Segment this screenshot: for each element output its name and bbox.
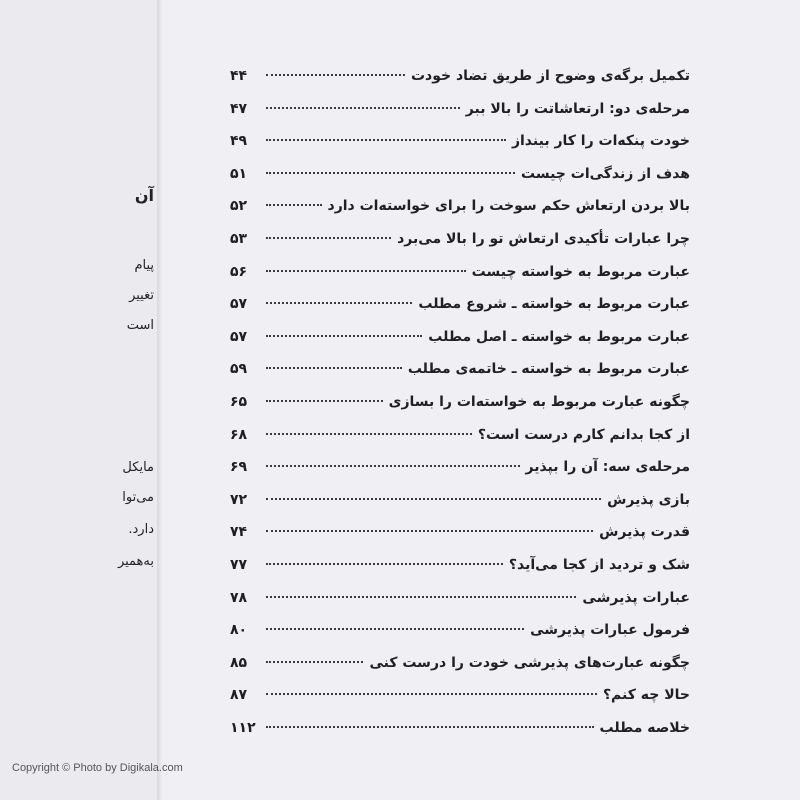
toc-entry-page: ۵۳ <box>230 230 248 247</box>
toc-dot-leader <box>266 367 402 369</box>
toc-dot-leader <box>266 693 597 695</box>
toc-entry <box>230 386 690 419</box>
toc-entry-page: ۶۵ <box>230 393 248 410</box>
toc-entry-page: ۸۷ <box>230 687 248 704</box>
toc-entry <box>230 679 690 712</box>
toc-dot-leader <box>266 270 466 272</box>
left-page-heading: آن <box>134 186 154 205</box>
toc-entry-title: فرمول عبارات پذیرشی <box>530 622 690 639</box>
toc-entry-page: ۵۷ <box>230 296 248 313</box>
toc-dot-leader <box>266 661 363 663</box>
toc-entry-page: ۷۲ <box>230 491 248 508</box>
left-page-line: تغییر <box>129 288 154 303</box>
toc-dot-leader <box>266 530 593 532</box>
toc-entry-page: ۵۱ <box>230 165 248 182</box>
toc-entry-page: ۸۰ <box>230 622 248 639</box>
toc-entry <box>230 60 690 93</box>
toc-entry-title: هدف از زندگی‌ات چیست <box>521 165 690 182</box>
toc-entry-page: ۵۶ <box>230 263 248 280</box>
toc-entry <box>230 93 690 126</box>
toc-entry-page: ۵۹ <box>230 361 248 378</box>
toc-dot-leader <box>266 400 383 402</box>
toc-dot-leader <box>266 465 520 467</box>
toc-entry <box>230 353 690 386</box>
toc-dot-leader <box>266 74 405 76</box>
left-page-line: پیام <box>134 258 154 273</box>
toc-entry <box>230 647 690 680</box>
toc-entry-title: حالا چه کنم؟ <box>602 687 690 704</box>
toc-entry-page: ۷۴ <box>230 524 248 541</box>
toc-entry-title: خلاصه مطلب <box>599 719 690 736</box>
left-page-line: دارد. <box>128 522 154 537</box>
toc-entry-page: ۷۷ <box>230 556 248 573</box>
toc-dot-leader <box>266 237 391 239</box>
left-page-line: به‌همیر <box>117 554 154 569</box>
toc-entry <box>230 549 690 582</box>
left-page-line: می‌توا <box>122 490 154 505</box>
toc-entry-title: قدرت پذیرش <box>599 524 690 541</box>
toc-dot-leader <box>266 335 422 337</box>
toc-entry-title: مرحله‌ی سه: آن را بپذیر <box>525 459 690 476</box>
toc-entry-page: ۷۸ <box>230 589 248 606</box>
toc-entry-page: ۴۴ <box>230 68 248 84</box>
toc-dot-leader <box>266 498 601 500</box>
toc-entry <box>230 190 690 223</box>
toc-entry <box>230 484 690 517</box>
toc-entry-page: ۵۷ <box>230 328 248 345</box>
toc-entry-title: عبارات پذیرشی <box>582 589 690 606</box>
toc-dot-leader <box>266 172 515 174</box>
toc-dot-leader <box>266 433 472 435</box>
left-page-line: است <box>126 318 154 333</box>
toc-entry-title: تکمیل برگه‌ی وضوح از طریق تضاد خودت <box>410 68 690 84</box>
toc-entry-page: ۵۲ <box>230 198 248 215</box>
toc-entry-page: ۴۹ <box>230 133 248 150</box>
toc-entry <box>230 321 690 354</box>
toc-entry-title: از کجا بدانم کارم درست است؟ <box>477 426 690 443</box>
toc-dot-leader <box>266 302 412 304</box>
toc-dot-leader <box>266 726 594 728</box>
toc-dot-leader <box>266 107 460 109</box>
toc-entry-page: ۱۱۲ <box>230 719 256 736</box>
left-page <box>0 0 162 800</box>
toc-entry <box>230 125 690 158</box>
toc-entry-title: چرا عبارات تأکیدی ارتعاش تو را بالا می‌برد <box>397 230 690 247</box>
toc-dot-leader <box>266 139 506 141</box>
toc-entry-title: بازی پذیرش <box>607 491 690 508</box>
toc-entry-title: عبارت مربوط به خواسته چیست <box>471 263 690 280</box>
toc-entry <box>230 223 690 256</box>
toc-entry <box>230 256 690 289</box>
toc-dot-leader <box>266 563 503 565</box>
toc-dot-leader <box>266 628 524 630</box>
toc-entry-title: چگونه عبارت‌های پذیرشی خودت را درست کنی <box>369 654 690 671</box>
toc-entry-page: ۶۸ <box>230 426 248 443</box>
toc-entry <box>230 158 690 191</box>
toc-entry <box>230 451 690 484</box>
toc-entry-title: مرحله‌ی دو: ارتعاشاتت را بالا ببر <box>465 100 690 117</box>
toc-entry <box>230 582 690 615</box>
toc-dot-leader <box>266 596 576 598</box>
toc-dot-leader <box>266 204 322 206</box>
toc-entry <box>230 712 690 745</box>
toc-entry <box>230 419 690 452</box>
toc-entry-page: ۶۹ <box>230 459 248 476</box>
toc-entry-title: عبارت مربوط به خواسته ـ خاتمه‌ی مطلب <box>407 361 690 378</box>
toc-entry-title: شک و تردید از کجا می‌آید؟ <box>508 556 690 573</box>
toc-entry-page: ۴۷ <box>230 100 248 117</box>
toc-entry-title: چگونه عبارت مربوط به خواسته‌ات را بسازی <box>388 393 690 410</box>
copyright-notice: Copyright © Photo by Digikala.com <box>12 762 183 774</box>
toc-entry-title: عبارت مربوط به خواسته ـ اصل مطلب <box>428 328 690 345</box>
toc-entry-title: خودت پنکه‌ات را کار بینداز <box>511 133 690 150</box>
left-page-line: مایکل <box>122 460 154 475</box>
toc-entry <box>230 516 690 549</box>
table-of-contents <box>230 60 690 744</box>
toc-entry <box>230 288 690 321</box>
toc-entry-page: ۸۵ <box>230 654 248 671</box>
toc-entry-title: عبارت مربوط به خواسته ـ شروع مطلب <box>418 296 690 313</box>
toc-entry-title: بالا بردن ارتعاش حکم سوخت را برای خواسته‌ات دارد <box>327 198 690 215</box>
toc-entry <box>230 614 690 647</box>
